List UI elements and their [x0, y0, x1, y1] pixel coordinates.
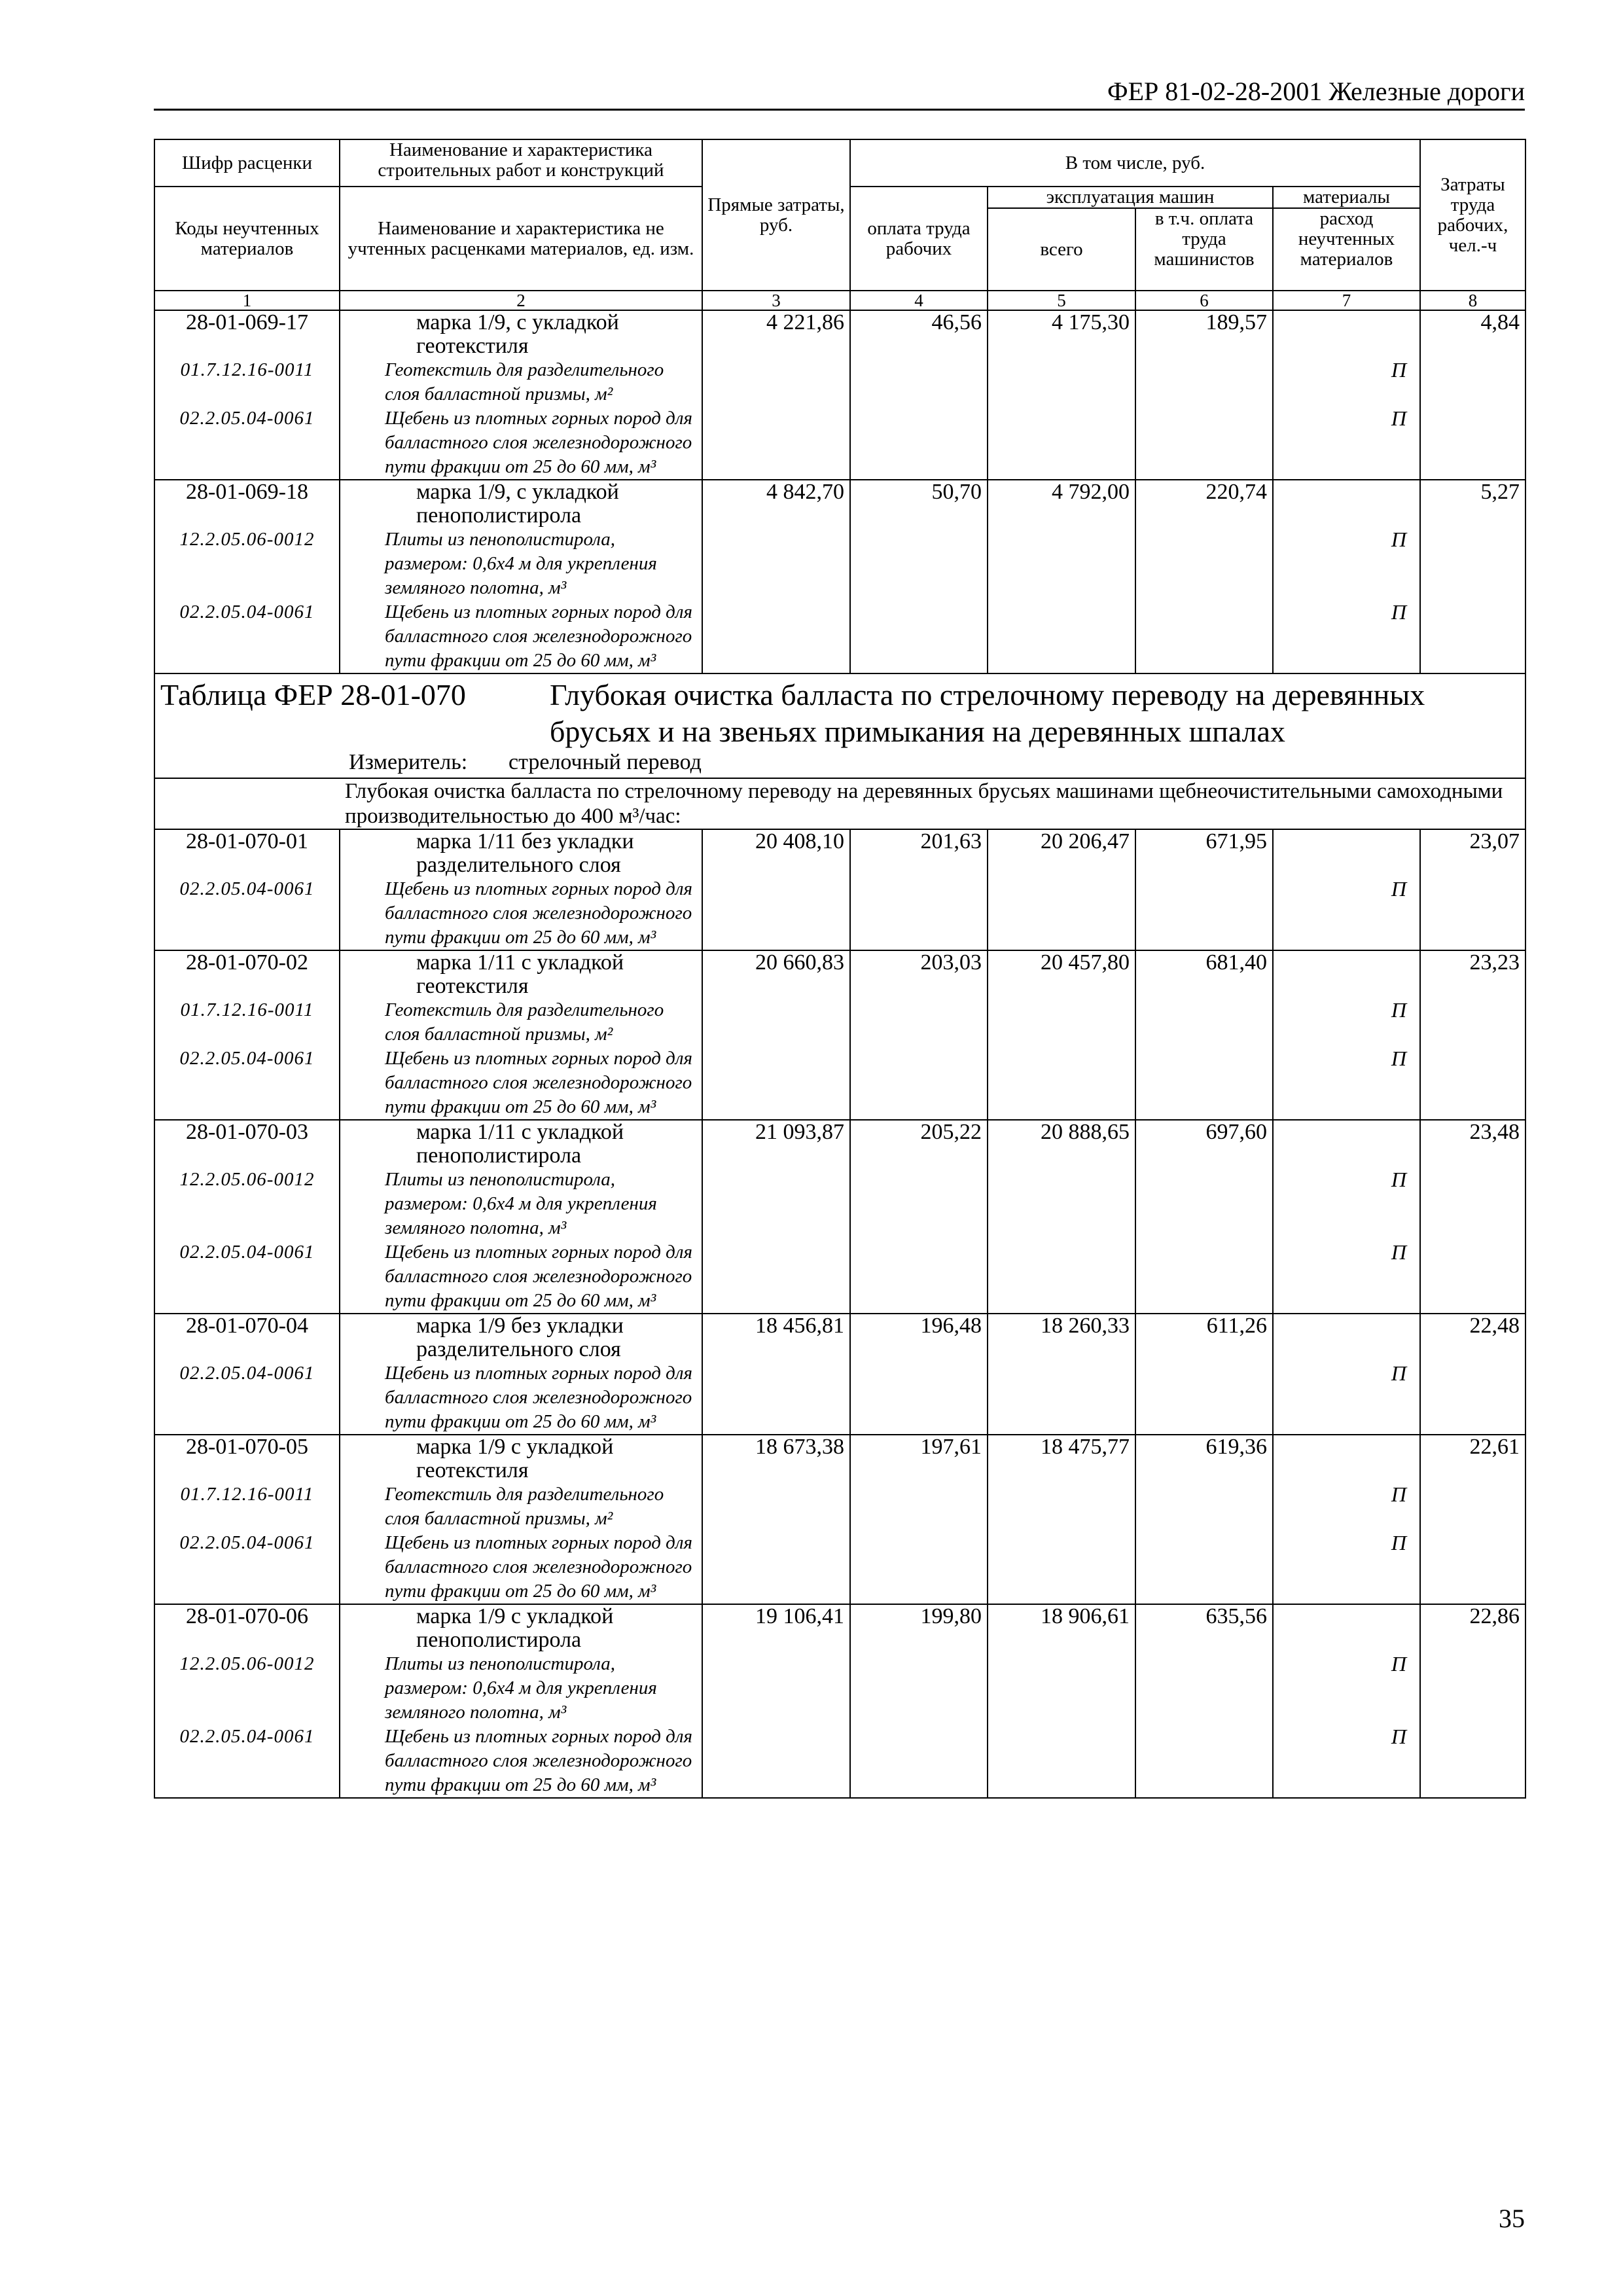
labor-hours-value: 22,86 [1469, 1604, 1520, 1628]
labor-costs [850, 310, 988, 480]
material-name: Щебень из плотных горных пород для балластного слоя железнодорожного пути фракции от 25 до 60 мм, м³ [385, 601, 692, 671]
rate-code-value: 28-01-069-18 [186, 480, 308, 504]
labor-costs [850, 1604, 988, 1798]
material-name: Щебень из плотных горных пород для балластного слоя железнодорожного пути фракции от 25 до 60 мм, м³ [385, 408, 692, 477]
rate-code [154, 480, 340, 673]
rate-name [340, 950, 702, 1120]
direct-costs [702, 480, 850, 673]
material-code: 02.2.05.04-0061 [179, 1363, 315, 1384]
rate-name-value: марка 1/9, с укладкой пенополистирола [416, 480, 619, 528]
material-p-mark: П [1391, 528, 1406, 551]
col-number: 8 [1420, 291, 1525, 310]
material-p-mark: П [1391, 1361, 1406, 1385]
materials-p-value [1274, 951, 1414, 998]
machines-total-value: 18 475,77 [1041, 1435, 1130, 1459]
materials-p [1273, 1604, 1420, 1798]
materials-p-value [1274, 1605, 1414, 1652]
material-code: 02.2.05.04-0061 [179, 1242, 315, 1263]
rows-top [154, 310, 1525, 673]
section-description: Глубокая очистка балласта по стрелочному переводу на деревянных брусьях машинами щебнеочистительными самоходными производительностью до 400 м³/час: [154, 778, 1525, 829]
rate-name [340, 480, 702, 673]
rate-code [154, 1120, 340, 1314]
machines-total-value: 18 260,33 [1041, 1314, 1130, 1338]
material-p-mark: П [1391, 1047, 1406, 1070]
material-name: Геотекстиль для разделительного слоя балластной призмы, м² [385, 1484, 664, 1529]
machinists-pay-value: 619,36 [1205, 1435, 1267, 1459]
machinists-pay [1135, 1314, 1273, 1435]
materials-p-value [1274, 311, 1414, 358]
machines-total [988, 1604, 1135, 1798]
material-code: 02.2.05.04-0061 [179, 878, 315, 899]
machinists-pay [1135, 310, 1273, 480]
machines-total [988, 829, 1135, 950]
machines-total-value: 4 792,00 [1052, 480, 1130, 504]
rate-name-value: марка 1/9, с укладкой геотекстиля [416, 310, 619, 358]
material-code: 12.2.05.06-0012 [179, 1169, 315, 1190]
material-p-mark: П [1391, 358, 1406, 382]
material-p-mark: П [1391, 998, 1406, 1022]
material-name: Щебень из плотных горных пород для балластного слоя железнодорожного пути фракции от 25 до 60 мм, м³ [385, 1363, 692, 1432]
material-name: Щебень из плотных горных пород для балластного слоя железнодорожного пути фракции от 25 до 60 мм, м³ [385, 878, 692, 948]
labor-hours-value: 5,27 [1480, 480, 1520, 504]
labor-costs [850, 480, 988, 673]
col-code-bottom: Коды неучтенных материалов [154, 187, 340, 291]
meter-value: стрелочный перевод [508, 750, 702, 774]
direct-costs-value: 20 660,83 [755, 950, 844, 975]
material-p-mark: П [1391, 1652, 1406, 1676]
material-p-mark: П [1391, 1531, 1406, 1554]
labor-costs-value: 205,22 [920, 1120, 982, 1144]
rate-code-value: 28-01-070-02 [186, 950, 308, 975]
col-materials: материалы [1273, 187, 1420, 208]
direct-costs-value: 4 842,70 [766, 480, 844, 504]
material-p-mark: П [1391, 877, 1406, 901]
machines-total-value: 20 457,80 [1041, 950, 1130, 975]
materials-p [1273, 480, 1420, 673]
labor-hours [1420, 1120, 1525, 1314]
labor-costs [850, 1435, 988, 1604]
machines-total [988, 1120, 1135, 1314]
material-code: 01.7.12.16-0011 [180, 359, 314, 380]
rate-name [340, 1435, 702, 1604]
direct-costs [702, 310, 850, 480]
materials-p [1273, 310, 1420, 480]
material-p-mark: П [1391, 1168, 1406, 1191]
direct-costs-value: 4 221,86 [766, 310, 844, 334]
materials-p [1273, 1314, 1420, 1435]
meter-label: Измеритель: [349, 750, 468, 774]
materials-p-value [1274, 830, 1414, 877]
col-number: 2 [340, 291, 702, 310]
direct-costs-value: 18 456,81 [755, 1314, 844, 1338]
materials-p [1273, 1435, 1420, 1604]
labor-hours-value: 23,48 [1469, 1120, 1520, 1144]
machinists-pay [1135, 480, 1273, 673]
labor-hours-value: 22,48 [1469, 1314, 1520, 1338]
material-code: 02.2.05.04-0061 [179, 601, 315, 622]
machinists-pay-value: 671,95 [1205, 829, 1267, 853]
machinists-pay [1135, 1435, 1273, 1604]
direct-costs [702, 1314, 850, 1435]
col-incl: В том числе, руб. [850, 139, 1420, 187]
direct-costs [702, 950, 850, 1120]
rate-code [154, 829, 340, 950]
machinists-pay-value: 220,74 [1205, 480, 1267, 504]
rate-code [154, 950, 340, 1120]
labor-hours-value: 23,23 [1469, 950, 1520, 975]
labor-costs-value: 203,03 [920, 950, 982, 975]
column-numbers [154, 291, 1525, 310]
machinists-pay-value: 635,56 [1205, 1604, 1267, 1628]
table-block [154, 673, 1525, 829]
machines-total-value: 4 175,30 [1052, 310, 1130, 334]
labor-hours [1420, 480, 1525, 673]
machinists-pay [1135, 829, 1273, 950]
machines-total-value: 18 906,61 [1041, 1604, 1130, 1628]
material-name: Щебень из плотных горных пород для балластного слоя железнодорожного пути фракции от 25 до 60 мм, м³ [385, 1726, 692, 1795]
machinists-pay-value: 681,40 [1205, 950, 1267, 975]
machinists-pay [1135, 1604, 1273, 1798]
col-number: 7 [1273, 291, 1420, 310]
direct-costs-value: 20 408,10 [755, 829, 844, 853]
table-header [154, 139, 1525, 310]
col-name-bottom: Наименование и характеристика не учтенных расценками материалов, ед. изм. [340, 187, 702, 291]
machines-total [988, 1435, 1135, 1604]
rate-row [154, 950, 1525, 1120]
labor-costs [850, 829, 988, 950]
labor-costs [850, 950, 988, 1120]
materials-p-value [1274, 1314, 1414, 1361]
material-name: Щебень из плотных горных пород для балластного слоя железнодорожного пути фракции от 25 до 60 мм, м³ [385, 1532, 692, 1602]
material-name: Плиты из пенополистирола, размером: 0,6х4 м для укрепления земляного полотна, м³ [385, 1653, 657, 1723]
rate-name-value: марка 1/9 без укладки разделительного слоя [416, 1314, 624, 1361]
rate-name-value: марка 1/11 без укладки разделительного слоя [416, 829, 634, 877]
labor-hours [1420, 829, 1525, 950]
rate-code [154, 310, 340, 480]
materials-p [1273, 950, 1420, 1120]
labor-hours [1420, 950, 1525, 1120]
materials-p-value [1274, 1435, 1414, 1482]
rate-name-value: марка 1/9 с укладкой пенополистирола [416, 1604, 614, 1652]
material-name: Геотекстиль для разделительного слоя балластной призмы, м² [385, 999, 664, 1045]
material-name: Плиты из пенополистирола, размером: 0,6х4 м для укрепления земляного полотна, м³ [385, 529, 657, 598]
rate-code-value: 28-01-070-01 [186, 829, 308, 853]
direct-costs [702, 1435, 850, 1604]
rate-row [154, 310, 1525, 480]
rate-code-value: 28-01-070-04 [186, 1314, 308, 1338]
machinists-pay-value: 697,60 [1205, 1120, 1267, 1144]
machinists-pay [1135, 1120, 1273, 1314]
labor-hours-value: 22,61 [1469, 1435, 1520, 1459]
rate-row [154, 829, 1525, 950]
rate-name [340, 310, 702, 480]
material-p-mark: П [1391, 1725, 1406, 1748]
material-p-mark: П [1391, 406, 1406, 430]
machines-total-value: 20 888,65 [1041, 1120, 1130, 1144]
labor-costs [850, 1314, 988, 1435]
labor-costs-value: 201,63 [920, 829, 982, 853]
material-code: 02.2.05.04-0061 [179, 408, 315, 429]
materials-p-value [1274, 480, 1414, 528]
material-code: 02.2.05.04-0061 [179, 1532, 315, 1553]
rate-name-value: марка 1/11 с укладкой пенополистирола [416, 1120, 624, 1168]
rate-row [154, 1604, 1525, 1798]
col-code-top: Шифр расценки [154, 139, 340, 187]
material-p-mark: П [1391, 600, 1406, 624]
labor-hours [1420, 310, 1525, 480]
rate-name [340, 1314, 702, 1435]
materials-p-value [1274, 1121, 1414, 1168]
rate-code [154, 1314, 340, 1435]
labor-hours [1420, 1435, 1525, 1604]
rate-name [340, 1120, 702, 1314]
rows-bottom [154, 829, 1525, 1798]
material-name: Щебень из плотных горных пород для балластного слоя железнодорожного пути фракции от 25 до 60 мм, м³ [385, 1242, 692, 1311]
labor-costs-value: 199,80 [920, 1604, 982, 1628]
rate-code-value: 28-01-070-06 [186, 1604, 308, 1628]
rate-row [154, 480, 1525, 673]
machinists-pay-value: 611,26 [1206, 1314, 1267, 1338]
rates-table [154, 139, 1526, 1799]
material-code: 02.2.05.04-0061 [179, 1726, 315, 1747]
col-unaccounted: расход неучтенных материалов [1273, 208, 1420, 291]
table-title-cell [154, 673, 1525, 778]
rate-code-value: 28-01-069-17 [186, 310, 308, 334]
direct-costs-value: 19 106,41 [755, 1604, 844, 1628]
col-number: 6 [1135, 291, 1273, 310]
materials-p [1273, 829, 1420, 950]
material-code: 12.2.05.06-0012 [179, 529, 315, 550]
page-number: 35 [1499, 2204, 1525, 2233]
machines-total [988, 950, 1135, 1120]
rate-name-value: марка 1/11 с укладкой геотекстиля [416, 950, 624, 998]
direct-costs [702, 1120, 850, 1314]
machinists-pay-value: 189,57 [1205, 310, 1267, 334]
rate-row [154, 1314, 1525, 1435]
material-code: 01.7.12.16-0011 [180, 999, 314, 1020]
machinists-pay [1135, 950, 1273, 1120]
material-name: Плиты из пенополистирола, размером: 0,6х4 м для укрепления земляного полотна, м³ [385, 1169, 657, 1238]
rate-code [154, 1604, 340, 1798]
labor-hours-value: 4,84 [1480, 310, 1520, 334]
machines-total [988, 1314, 1135, 1435]
direct-costs-value: 21 093,87 [755, 1120, 844, 1144]
labor-costs-value: 196,48 [920, 1314, 982, 1338]
labor-costs-value: 197,61 [920, 1435, 982, 1459]
rate-row [154, 1120, 1525, 1314]
col-number: 1 [154, 291, 340, 310]
labor-costs-value: 46,56 [931, 310, 982, 334]
rate-name [340, 829, 702, 950]
labor-costs-value: 50,70 [931, 480, 982, 504]
labor-hours-value: 23,07 [1469, 829, 1520, 853]
rate-code-value: 28-01-070-03 [186, 1120, 308, 1144]
materials-p [1273, 1120, 1420, 1314]
direct-costs-value: 18 673,38 [755, 1435, 844, 1459]
direct-costs [702, 829, 850, 950]
rate-name-value: марка 1/9 с укладкой геотекстиля [416, 1435, 614, 1482]
rate-name [340, 1604, 702, 1798]
rate-code [154, 1435, 340, 1604]
col-number: 4 [850, 291, 988, 310]
col-labor: оплата труда рабочих [850, 187, 988, 291]
labor-hours [1420, 1604, 1525, 1798]
col-hours: Затраты труда рабочих, чел.-ч [1420, 139, 1525, 291]
rate-code-value: 28-01-070-05 [186, 1435, 308, 1459]
col-number: 3 [702, 291, 850, 310]
material-code: 02.2.05.04-0061 [179, 1048, 315, 1069]
running-header: ФЕР 81-02-28-2001 Железные дороги [154, 75, 1525, 111]
direct-costs [702, 1604, 850, 1798]
col-machines: эксплуатация машин [988, 187, 1273, 208]
table-label: Таблица ФЕР 28-01-070 [160, 678, 466, 711]
col-name-top: Наименование и характеристика строительных работ и конструкций [340, 139, 702, 187]
labor-hours [1420, 1314, 1525, 1435]
col-direct: Прямые затраты, руб. [702, 139, 850, 291]
machines-total [988, 480, 1135, 673]
labor-costs [850, 1120, 988, 1314]
meter-line [160, 750, 1520, 775]
material-name: Щебень из плотных горных пород для балластного слоя железнодорожного пути фракции от 25 до 60 мм, м³ [385, 1048, 692, 1117]
machines-total-value: 20 206,47 [1041, 829, 1130, 853]
material-p-mark: П [1391, 1240, 1406, 1264]
material-name: Геотекстиль для разделительного слоя балластной призмы, м² [385, 359, 664, 404]
material-code: 01.7.12.16-0011 [180, 1484, 314, 1505]
col-machines-total: всего [988, 208, 1135, 291]
col-machinists: в т.ч. оплата труда машинистов [1135, 208, 1273, 291]
rate-row [154, 1435, 1525, 1604]
col-number: 5 [988, 291, 1135, 310]
material-p-mark: П [1391, 1482, 1406, 1506]
material-code: 12.2.05.06-0012 [179, 1653, 315, 1674]
machines-total [988, 310, 1135, 480]
table-title: Глубокая очистка балласта по стрелочному переводу на деревянных брусьях и на звеньях примыкания на деревянных шпалах [550, 678, 1425, 748]
